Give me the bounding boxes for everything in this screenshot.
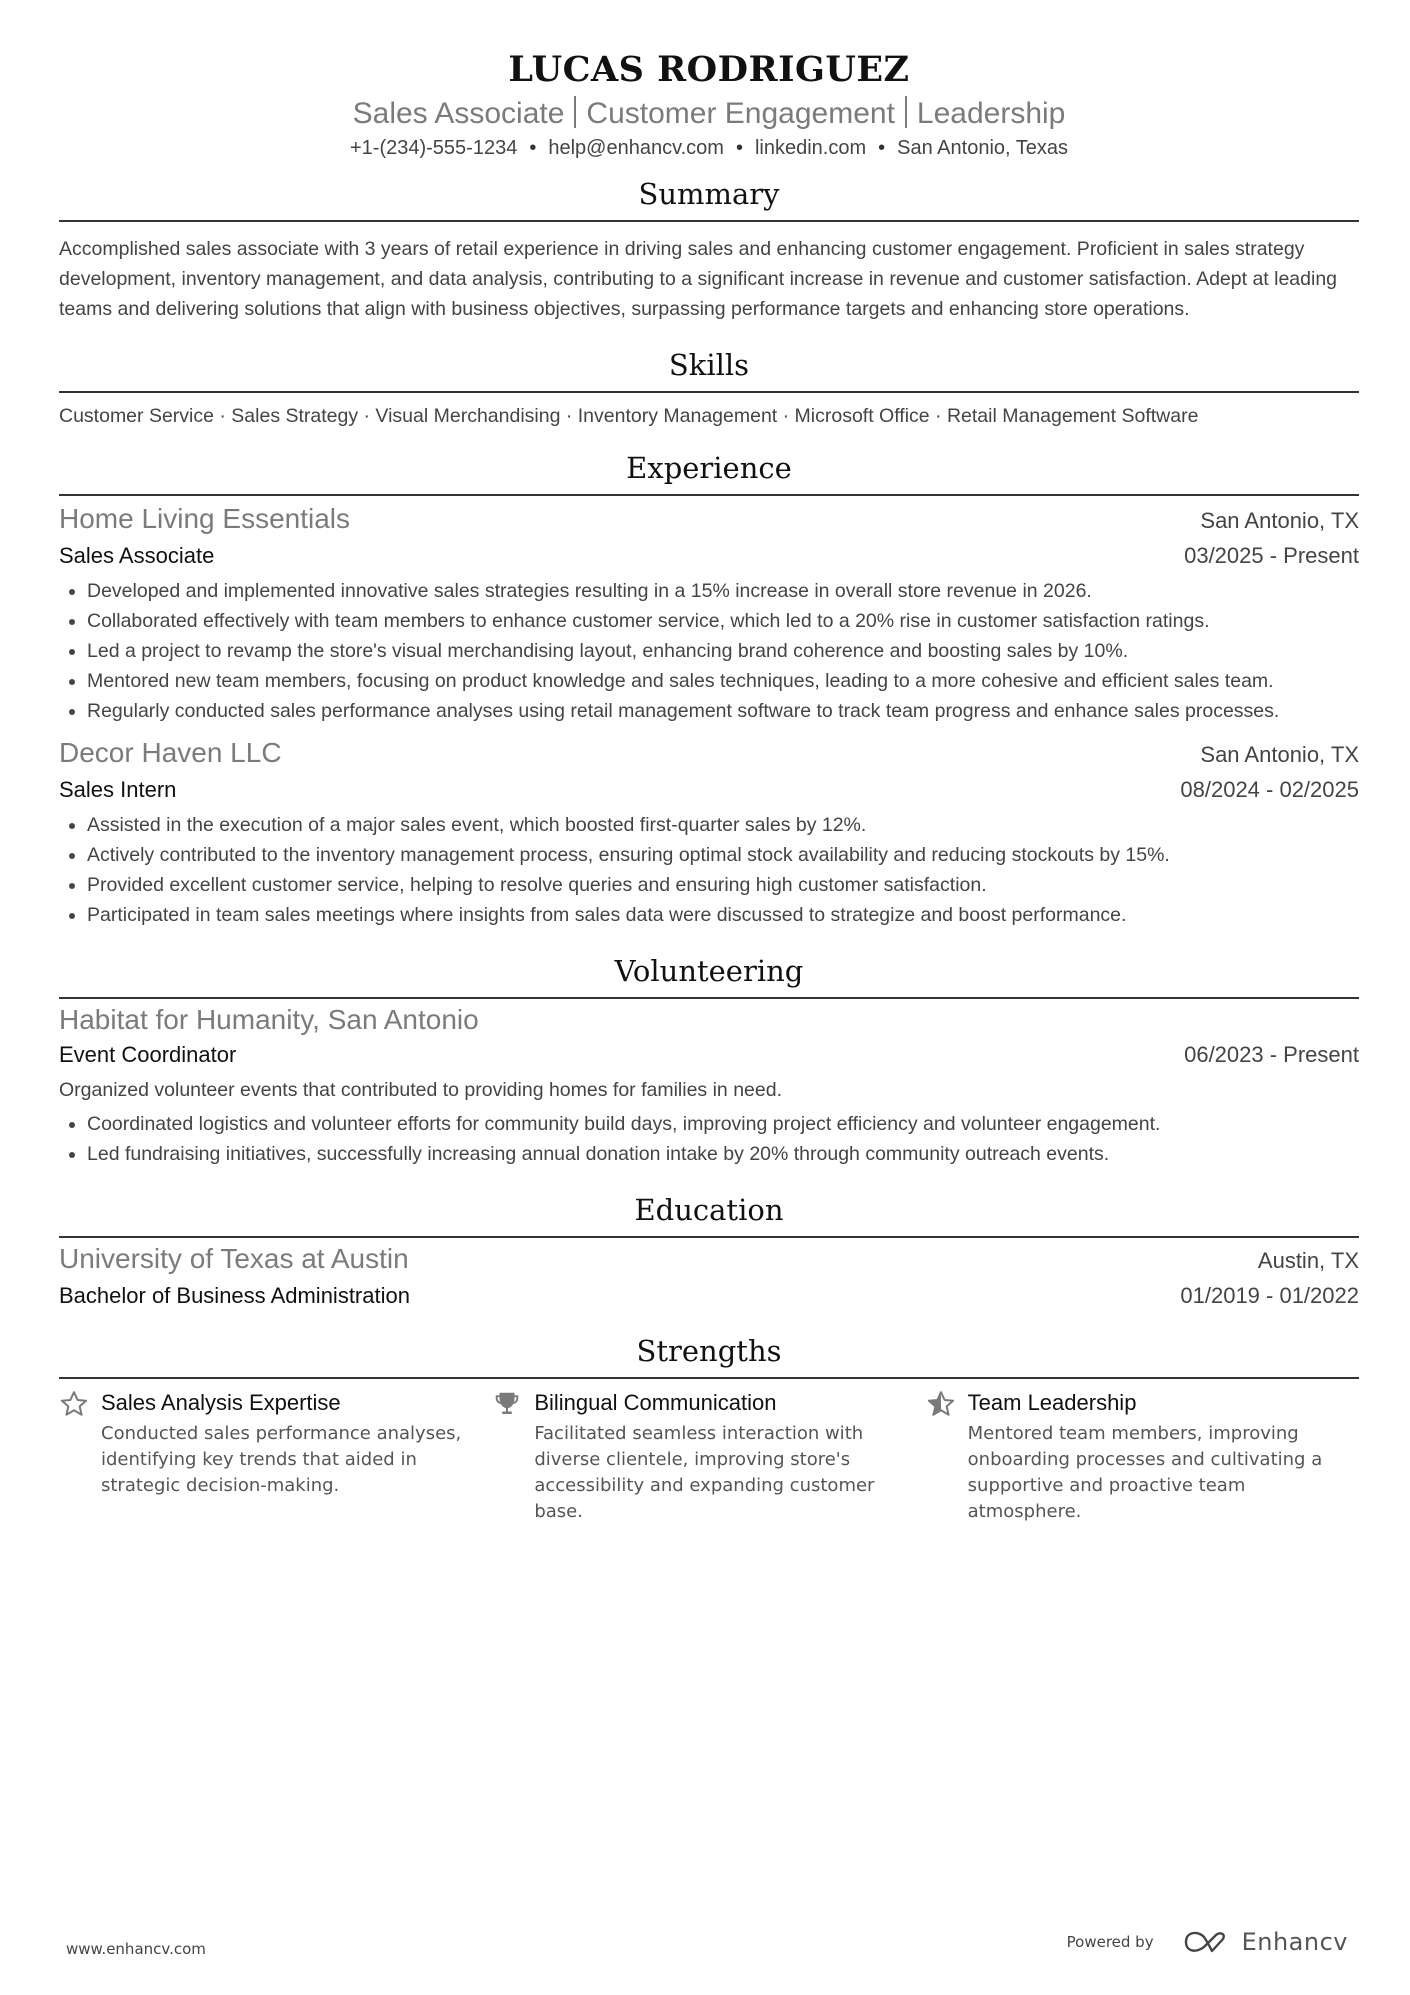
degree: Bachelor of Business Administration (59, 1283, 410, 1308)
star-outline-icon (59, 1389, 89, 1419)
entry-description: Organized volunteer events that contributed to providing homes for families in need. (59, 1079, 782, 1101)
volunteering-entry (59, 1001, 1359, 1169)
strength-description: Conducted sales performance analyses, identifying key trends that aided in strategic decision-making. (101, 1423, 462, 1496)
summary-section (59, 175, 1359, 324)
section-divider (59, 391, 1359, 393)
strength-content (968, 1387, 1339, 1525)
entry-subheader (59, 774, 1359, 806)
section-title-education: Education (634, 1193, 784, 1227)
list-item: Coordinated logistics and volunteer efforts for community build days, improving project efficiency and volunteer engagement. (59, 1109, 1359, 1139)
entry-header (59, 734, 1359, 774)
entry-header (59, 1001, 1359, 1039)
entry-location: Austin, TX (1257, 1248, 1359, 1273)
entry-subheader (59, 1280, 1359, 1312)
section-title-strengths: Strengths (636, 1334, 782, 1368)
entry-subheader (59, 540, 1359, 572)
contact-linkedin[interactable]: linkedin.com (754, 137, 867, 159)
list-item: Developed and implemented innovative sales strategies resulting in a 15% increase in overall store revenue in 2026. (59, 576, 1359, 606)
achievement-list (59, 810, 1359, 930)
entry-dates: 06/2023 - Present (1184, 1042, 1359, 1067)
bullet-separator: • (878, 137, 886, 159)
list-item: Collaborated effectively with team members to enhance customer service, which led to a 20% rise in customer satisfaction ratings. (59, 606, 1359, 636)
star-half-icon (926, 1389, 956, 1419)
company-name: Home Living Essentials (59, 503, 351, 534)
education-section (59, 1191, 1359, 1312)
footer-website-link[interactable]: www.enhancv.com (66, 1940, 206, 1958)
school-name: University of Texas at Austin (59, 1243, 409, 1274)
section-title-experience: Experience (626, 451, 792, 485)
section-title-skills: Skills (668, 348, 750, 382)
list-item: Led fundraising initiatives, successfully increasing annual donation intake by 20% through community outreach events. (59, 1139, 1359, 1169)
bullet-separator: • (529, 137, 537, 159)
experience-section (59, 449, 1359, 930)
volunteering-section (59, 952, 1359, 1169)
brand-name: Enhancv (1241, 1928, 1348, 1956)
education-entry (59, 1240, 1359, 1312)
section-divider (59, 1236, 1359, 1238)
entry-dates: 08/2024 - 02/2025 (1180, 777, 1359, 802)
list-item: Led a project to revamp the store's visual merchandising layout, enhancing brand coherence and boosting sales by 10%. (59, 636, 1359, 666)
resume-page (59, 0, 1359, 1525)
organization-name: Habitat for Humanity, San Antonio (59, 1004, 479, 1035)
candidate-name: LUCAS RODRIGUEZ (508, 49, 910, 90)
company-name: Decor Haven LLC (59, 737, 282, 768)
bullet-separator: • (735, 137, 743, 159)
contact-phone[interactable]: +1-(234)-555-1234 (349, 137, 518, 159)
contact-email[interactable]: help@enhancv.com (548, 137, 724, 159)
strength-description: Mentored team members, improving onboarding processes and cultivating a supportive and proactive team atmosphere. (967, 1423, 1323, 1522)
list-item: Mentored new team members, focusing on product knowledge and sales techniques, leading to a more cohesive and efficient sales team. (59, 666, 1359, 696)
list-item: Actively contributed to the inventory management process, ensuring optimal stock availability and reducing stockouts by 15%. (59, 840, 1359, 870)
strength-title: Sales Analysis Expertise (101, 1390, 341, 1415)
strengths-grid (59, 1387, 1359, 1525)
strength-content (101, 1387, 472, 1499)
experience-entry (59, 734, 1359, 930)
section-title-volunteering: Volunteering (614, 954, 804, 988)
powered-by-label: Powered by (1066, 1933, 1154, 1951)
resume-header (59, 0, 1359, 162)
section-divider (59, 1377, 1359, 1379)
achievement-list (59, 1109, 1359, 1169)
list-item: Provided excellent customer service, helping to resolve queries and ensuring high customer satisfaction. (59, 870, 1359, 900)
strength-item (492, 1387, 925, 1525)
skills-section (59, 346, 1359, 431)
headline-title-1: Sales Associate (352, 97, 565, 130)
list-item: Participated in team sales meetings where insights from sales data were discussed to strategize and boost performance. (59, 900, 1359, 930)
entry-location: San Antonio, TX (1200, 508, 1359, 533)
list-item: Regularly conducted sales performance analyses using retail management software to track team progress and enhance sales processes. (59, 696, 1359, 726)
section-divider (59, 997, 1359, 999)
strengths-section (59, 1332, 1359, 1525)
strength-item (59, 1387, 492, 1525)
section-divider (59, 494, 1359, 496)
entry-header (59, 500, 1359, 540)
strength-title: Team Leadership (967, 1390, 1137, 1415)
contact-line (59, 134, 1359, 162)
trophy-icon (492, 1389, 522, 1419)
achievement-list (59, 576, 1359, 726)
entry-dates: 03/2025 - Present (1184, 543, 1359, 568)
skills-list: Customer Service · Sales Strategy · Visual Merchandising · Inventory Management · Microsoft Office · Retail Management Software (59, 405, 1199, 427)
headline-title-2: Customer Engagement (586, 97, 895, 130)
experience-entry (59, 500, 1359, 726)
strength-description: Facilitated seamless interaction with diverse clientele, improving store's accessibility and expanding customer base. (534, 1423, 875, 1522)
entry-subheader (59, 1039, 1359, 1071)
list-item: Assisted in the execution of a major sales event, which boosted first-quarter sales by 12%. (59, 810, 1359, 840)
headline-title-3: Leadership (916, 97, 1066, 130)
entry-dates: 01/2019 - 01/2022 (1180, 1283, 1359, 1308)
job-title: Sales Associate (59, 543, 215, 568)
summary-text: Accomplished sales associate with 3 years of retail experience in driving sales and enhancing customer engagement. Proficient in sales strategy development, inventory management, and data analysis, contributing to a significant increase in revenue and customer satisfaction. Adept at leading teams and delivering solutions that align with business objectives, surpassing performance targets and enhancing store operations. (59, 238, 1338, 320)
headline (59, 94, 1359, 134)
strength-content (534, 1387, 905, 1525)
contact-location: San Antonio, Texas (897, 137, 1069, 159)
strength-title: Bilingual Communication (534, 1390, 777, 1415)
headline-separator (905, 96, 907, 128)
section-title-summary: Summary (638, 177, 780, 211)
enhancv-logo-icon (1182, 1929, 1230, 1955)
entry-location: San Antonio, TX (1200, 742, 1359, 767)
volunteer-role: Event Coordinator (59, 1042, 237, 1067)
job-title: Sales Intern (59, 777, 177, 802)
headline-separator (574, 96, 576, 128)
footer-branding[interactable] (1067, 1928, 1348, 1956)
strength-item (926, 1387, 1359, 1525)
entry-header (59, 1240, 1359, 1280)
section-divider (59, 220, 1359, 222)
